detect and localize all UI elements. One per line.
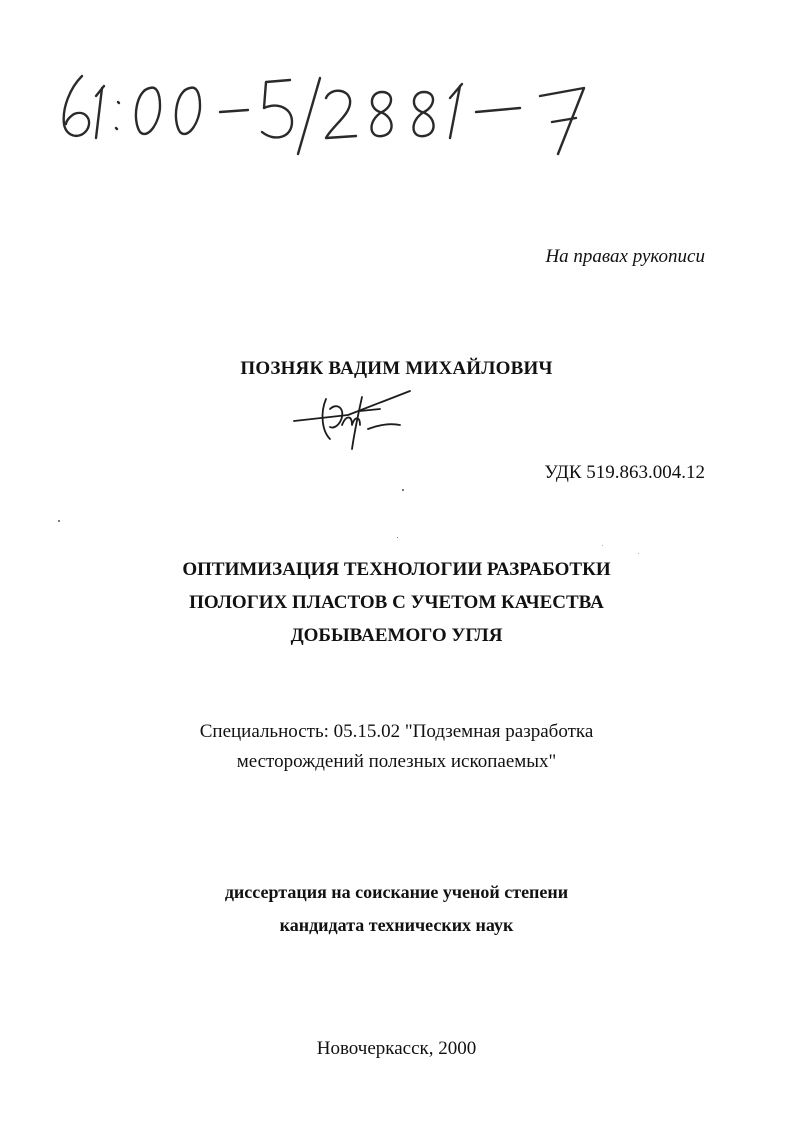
title-line: ДОБЫВАЕМОГО УГЛЯ [290, 625, 503, 646]
title-line: ПОЛОГИХ ПЛАСТОВ С УЧЕТОМ КАЧЕСТВА [189, 592, 604, 613]
specialty [0, 717, 793, 777]
title-line: ОПТИМИЗАЦИЯ ТЕХНОЛОГИИ РАЗРАБОТКИ [182, 559, 611, 580]
degree-line: кандидата технических наук [279, 915, 514, 935]
city-year: Новочеркасск, 2000 [316, 1038, 477, 1059]
degree-line: диссертация на соискание ученой степени [224, 882, 569, 902]
author-signature [290, 385, 420, 453]
degree-statement [0, 876, 793, 942]
scan-speck [402, 489, 404, 491]
scan-speck [397, 537, 398, 538]
scan-speck [602, 545, 603, 546]
rights-note: На правах рукописи [545, 246, 705, 267]
handwritten-archive-code [52, 58, 612, 158]
specialty-line: Специальность: 05.15.02 "Подземная разработка [199, 721, 594, 742]
specialty-line: месторождений полезных ископаемых" [236, 751, 557, 772]
scan-speck [58, 520, 60, 522]
author-name: ПОЗНЯК ВАДИМ МИХАЙЛОВИЧ [240, 358, 553, 379]
scan-speck [638, 553, 639, 554]
udk-code: УДК 519.863.004.12 [544, 462, 705, 483]
dissertation-title [0, 553, 793, 652]
